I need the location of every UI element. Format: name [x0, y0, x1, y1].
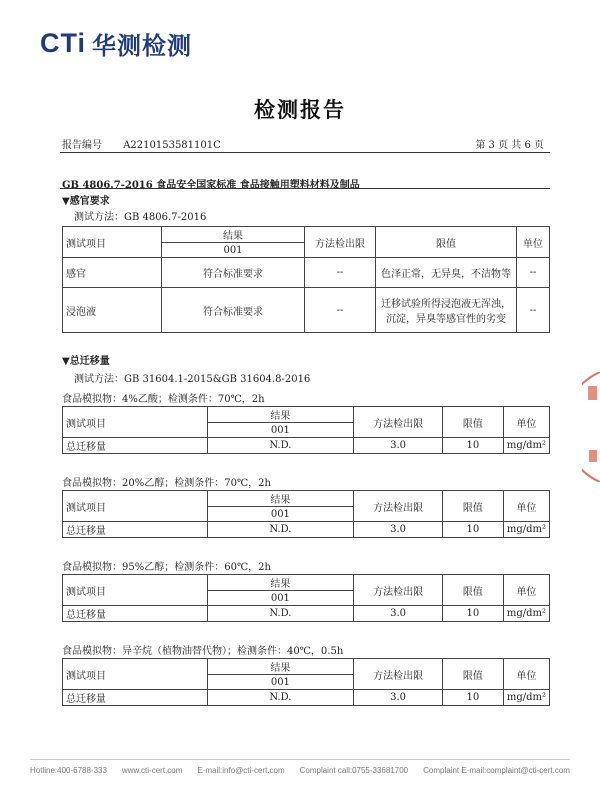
header-limit: 限值: [442, 659, 503, 690]
simulant-condition: 食品模拟物：20%乙醇；检测条件：70℃，2h: [62, 478, 271, 489]
footer-divider: [30, 759, 570, 760]
logo-chinese: 华测检测: [92, 31, 193, 60]
header-limit: 限值: [442, 575, 503, 606]
cell-result: 符合标准要求: [162, 258, 305, 288]
cell-unit: mg/dm²: [503, 606, 549, 622]
footer-email[interactable]: E-mail:info@cti-cert.com: [197, 766, 285, 775]
cell-item: 浸泡液: [63, 288, 162, 333]
cell-unit: --: [517, 258, 550, 288]
header-sample: 001: [207, 675, 354, 690]
sensory-table: [62, 226, 550, 333]
cell-limit: 色泽正常，无异臭，不洁物等: [376, 258, 517, 288]
header-unit: 单位: [517, 227, 550, 258]
cell-item: 感官: [63, 258, 162, 288]
header-unit: 单位: [503, 491, 549, 522]
header-limit: 限值: [442, 491, 503, 522]
table-row: [63, 690, 550, 706]
table-row: [63, 438, 550, 454]
cell-unit: mg/dm²: [503, 522, 549, 538]
cell-mdl: 3.0: [354, 690, 443, 706]
table-row: [63, 522, 550, 538]
table-row: [63, 288, 550, 333]
table-row: [63, 258, 550, 288]
header-item: 测试项目: [63, 575, 208, 606]
header-result: 结果: [207, 575, 354, 591]
cell-item: 总迁移量: [63, 522, 208, 538]
report-number-label: 报告编号: [62, 140, 102, 151]
logo-latin: CTi: [40, 27, 87, 58]
report-number-value: A2210153581101C: [123, 140, 221, 151]
standard-title: GB 4806.7-2016 食品安全国家标准 食品接触用塑料材料及制品: [62, 180, 360, 191]
footer-hotline: Hotline:400-6788-333: [30, 766, 107, 775]
cell-limit: 10: [442, 690, 503, 706]
cell-limit: 10: [442, 522, 503, 538]
cell-mdl: 3.0: [354, 606, 443, 622]
header-mdl: 方法检出限: [354, 407, 443, 438]
simulant-condition: 食品模拟物：4%乙酸；检测条件：70℃，2h: [62, 394, 265, 405]
cell-unit: --: [517, 288, 550, 333]
header-sample: 001: [207, 507, 354, 522]
header-mdl: 方法检出限: [354, 575, 443, 606]
cell-limit: 10: [442, 438, 503, 454]
standard-divider: [60, 188, 550, 189]
header-limit: 限值: [376, 227, 517, 258]
migration-table: [62, 658, 550, 706]
table-row: [63, 606, 550, 622]
cell-mdl: --: [305, 288, 376, 333]
migration-heading: ▼总迁移量: [62, 356, 110, 367]
header-result: 结果: [207, 659, 354, 675]
header-limit: 限值: [442, 407, 503, 438]
migration-method: 测试方法：GB 31604.1-2015&GB 31604.8-2016: [74, 374, 311, 385]
simulant-condition: 食品模拟物：异辛烷（植物油替代物）；检测条件：40℃，0.5h: [62, 646, 344, 657]
sensory-method: 测试方法：GB 4806.7-2016: [74, 212, 207, 223]
company-logo: [40, 28, 192, 58]
simulant-condition: 食品模拟物：95%乙醇；检测条件：60℃，2h: [62, 562, 271, 573]
header-sample: 001: [207, 591, 354, 606]
cell-item: 总迁移量: [63, 690, 208, 706]
cell-unit: mg/dm²: [503, 438, 549, 454]
cell-mdl: --: [305, 258, 376, 288]
footer: [30, 766, 570, 775]
cell-limit: 迁移试验所得浸泡液无浑浊，沉淀，异臭等感官性的劣变: [376, 288, 517, 333]
cell-item: 总迁移量: [63, 438, 208, 454]
header-unit: 单位: [503, 659, 549, 690]
header-divider: [60, 152, 550, 153]
header-result: 结果: [207, 491, 354, 507]
header-sample: 001: [207, 423, 354, 438]
header-unit: 单位: [503, 575, 549, 606]
report-number: [62, 136, 221, 151]
migration-table: [62, 490, 550, 538]
cell-result: N.D.: [207, 690, 354, 706]
cell-mdl: 3.0: [354, 522, 443, 538]
footer-website[interactable]: www.cti-cert.com: [121, 766, 183, 775]
header-mdl: 方法检出限: [354, 659, 443, 690]
cell-item: 总迁移量: [63, 606, 208, 622]
report-title: 检测报告: [254, 98, 346, 122]
header-mdl: 方法检出限: [305, 227, 376, 258]
footer-complaint-email[interactable]: Complaint E-mail:complaint@cti-cert.com: [423, 766, 570, 775]
migration-table: [62, 406, 550, 454]
header-item: 测试项目: [63, 227, 162, 258]
header-sample: 001: [162, 243, 305, 258]
cell-result: N.D.: [207, 522, 354, 538]
header-item: 测试项目: [63, 491, 208, 522]
seal-stamp: [582, 372, 600, 482]
footer-complaint-call: Complaint call:0755-33681700: [299, 766, 409, 775]
header-unit: 单位: [503, 407, 549, 438]
migration-table: [62, 574, 550, 622]
header-item: 测试项目: [63, 659, 208, 690]
cell-result: 符合标准要求: [162, 288, 305, 333]
sensory-heading: ▼感官要求: [62, 196, 110, 207]
cell-limit: 10: [442, 606, 503, 622]
cell-result: N.D.: [207, 438, 354, 454]
header-mdl: 方法检出限: [354, 491, 443, 522]
cell-mdl: 3.0: [354, 438, 443, 454]
cell-unit: mg/dm²: [503, 690, 549, 706]
header-item: 测试项目: [63, 407, 208, 438]
cell-result: N.D.: [207, 606, 354, 622]
header-result: 结果: [207, 407, 354, 423]
header-result: 结果: [162, 227, 305, 243]
page-info: 第 3 页 共 6 页: [475, 140, 544, 151]
